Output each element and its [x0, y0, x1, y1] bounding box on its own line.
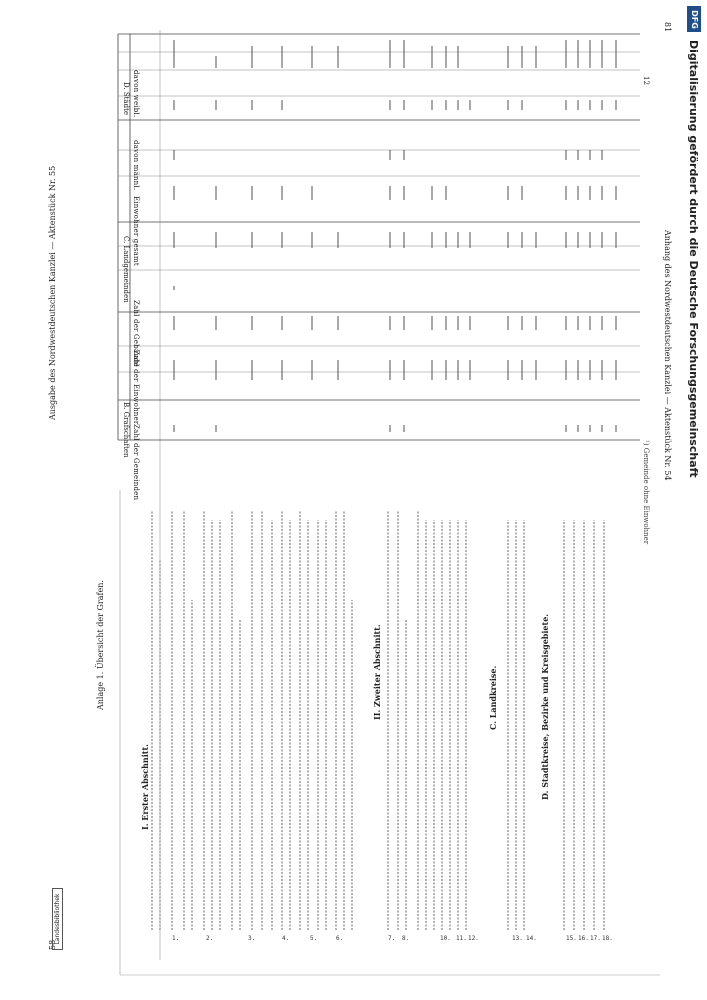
right-page-number: 81	[663, 22, 672, 33]
group-header-b: B. Grafschaften	[122, 402, 130, 458]
column-header-6: davon weibl.	[132, 70, 140, 118]
svg-text:10.: 10.	[440, 935, 451, 942]
svg-text:7.: 7.	[388, 935, 396, 942]
library-stamp: Landesbibliothek	[52, 888, 63, 950]
group-header-c: C. Landgemeinden	[122, 236, 130, 303]
dfg-banner-text: Digitalisierung gefördert durch die Deutsche Forschungsgemeinschaft	[687, 40, 700, 478]
svg-text:8.: 8.	[402, 935, 410, 942]
left-running-header: Ausgabe des Nordwestdeutschen Kanzlei — Aktenstück Nr. 55	[48, 165, 57, 420]
svg-text:1.: 1.	[172, 935, 180, 942]
svg-text:13.: 13.	[512, 935, 523, 942]
svg-text:4.: 4.	[282, 935, 290, 942]
svg-text:14.: 14.	[526, 935, 537, 942]
left-page-number: 58	[48, 939, 57, 950]
svg-text:18.: 18.	[602, 935, 613, 942]
svg-text:5.: 5.	[310, 935, 318, 942]
section-heading-c: C. Landkreise.	[488, 665, 498, 730]
svg-text:6.: 6.	[336, 935, 344, 942]
group-header-d: D. Städte	[122, 82, 130, 116]
column-header-2: Zahl der Einwohner	[132, 350, 140, 425]
svg-text:16.: 16.	[578, 935, 589, 942]
column-header-5: davon männl.	[132, 140, 140, 191]
section-heading-a: I. Erster Abschnitt.	[140, 744, 150, 830]
column-header-1: Zahl der Gemeinden	[132, 424, 140, 501]
svg-text:17.: 17.	[590, 935, 601, 942]
right-running-header: Anhang des Nordwestdeutschen Kanzlei — Aktenstück Nr. 54	[663, 230, 672, 481]
svg-text:11.: 11.	[456, 935, 467, 942]
document-title: Anlage 1. Übersicht der Grafen.	[96, 580, 105, 710]
footnote: ¹) Gemeinde ohne Einwohner	[642, 440, 650, 545]
dfg-logo: DFG	[687, 6, 701, 32]
column-header-4: Einwohner gesamt	[132, 196, 140, 266]
svg-text:12.: 12.	[468, 935, 479, 942]
page-marker: 12	[642, 76, 650, 86]
section-heading-d: D. Stadtkreise, Bezirke und Kreisgebiete.	[540, 613, 550, 800]
svg-text:2.: 2.	[206, 935, 214, 942]
svg-text:15.: 15.	[566, 935, 577, 942]
svg-text:3.: 3.	[248, 935, 256, 942]
column-header-3: Zahl der Gebäude	[132, 300, 140, 367]
section-heading-b: II. Zweiter Abschnitt.	[372, 624, 382, 720]
